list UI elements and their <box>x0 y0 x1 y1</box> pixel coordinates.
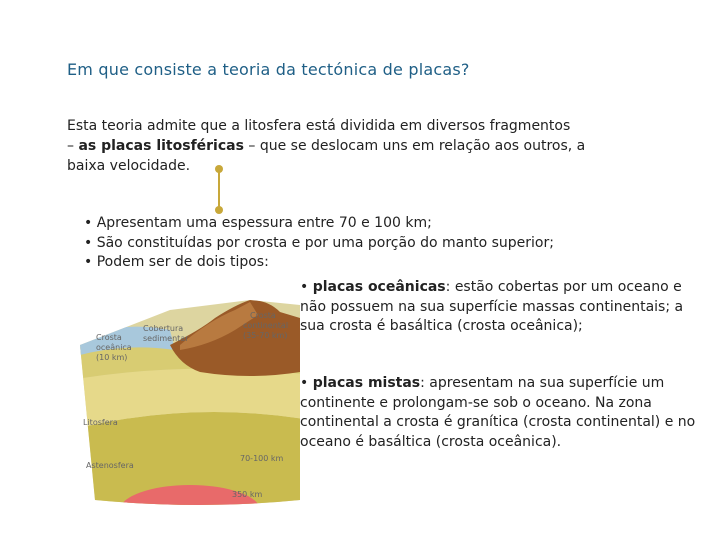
plate-type-mixed <box>300 374 700 452</box>
slide-title: Em que consiste a teoria da tectónica de placas? <box>67 60 470 79</box>
label-sediment: Cobertura sedimentar <box>143 324 189 343</box>
label-depth-2: 350 km <box>232 490 263 499</box>
intro-dash: – <box>67 138 79 154</box>
label-depth-1: 70-100 km <box>240 454 284 463</box>
intro-term: as placas litosféricas <box>78 138 244 154</box>
bullet-thickness: • Apresentam uma espessura entre 70 e 100 km; <box>84 215 432 231</box>
label-asthenosphere: Astenosfera <box>86 461 134 470</box>
intro-line-3: baixa velocidade. <box>67 158 191 174</box>
label-oceanic-crust: Crosta oceânica (10 km) <box>96 333 132 362</box>
label-lithosphere: Litosfera <box>83 418 118 427</box>
intro-line-1: Esta teoria admite que a litosfera está dividida em diversos fragmentos <box>67 118 571 134</box>
plate-type-description: : apresentam na sua superfície um continente e prolongam-se sob o oceano. Na zona continental a crosta é granítica (crosta continental) e no oceano é basáltica (crosta oceânica). <box>300 375 696 450</box>
bullet-marker: • <box>300 279 313 295</box>
plate-type-description: : estão cobertas por um oceano e não possuem na sua superfície massas continentais; a sua crosta é basáltica (crosta oceânica); <box>300 279 684 334</box>
plate-type-term: placas oceânicas <box>312 279 446 295</box>
bullet-composition: • São constituídas por crosta e por uma porção do manto superior; <box>84 234 554 251</box>
bullet-types: • Podem ser de dois tipos: <box>84 254 269 270</box>
bullet-marker: • <box>300 375 313 391</box>
plate-type-term: placas mistas <box>312 375 421 391</box>
intro-line-2: – que se deslocam uns em relação aos outros, a <box>243 138 586 154</box>
label-continental-crust: Crosta continental (35-70 km) <box>243 311 289 340</box>
plate-type-oceanic <box>300 278 700 337</box>
